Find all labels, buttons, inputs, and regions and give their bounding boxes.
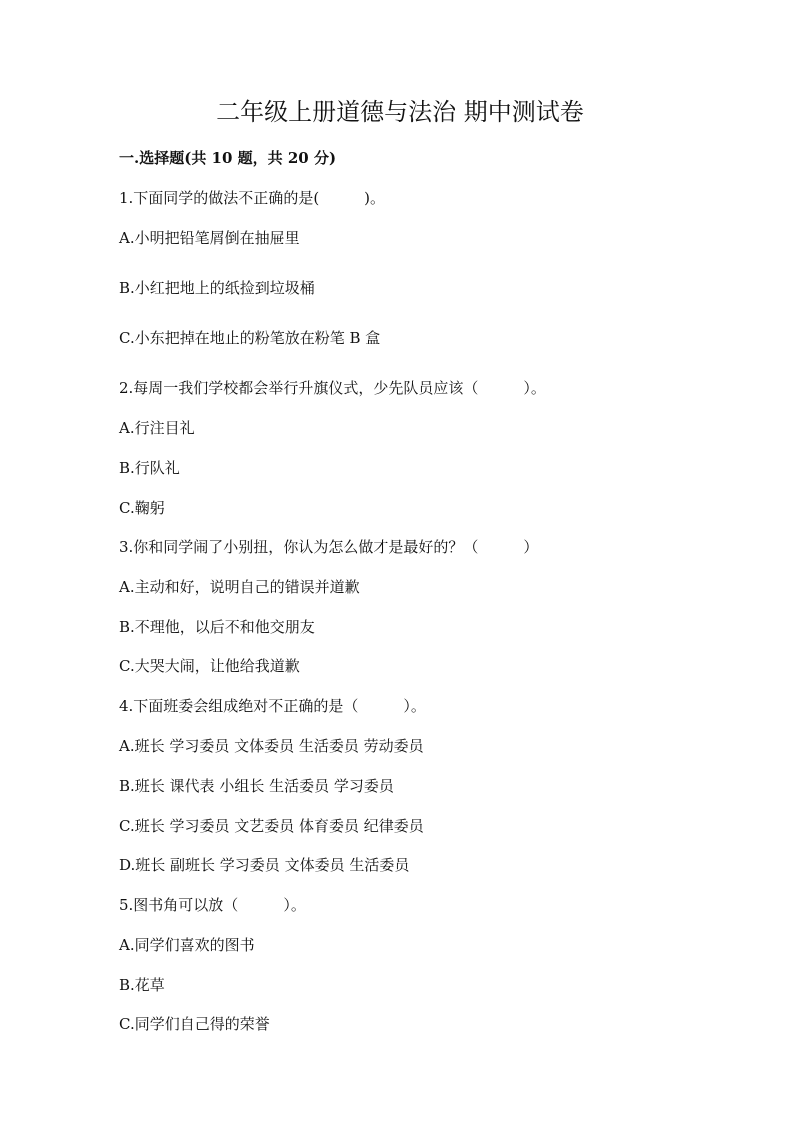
question-1-option-a: A.小明把铅笔屑倒在抽屉里 <box>119 229 300 247</box>
question-2-option-b: B.行队礼 <box>119 459 180 477</box>
question-5-option-a: A.同学们喜欢的图书 <box>119 936 255 954</box>
exam-title: 二年级上册道德与法治 期中测试卷 <box>216 98 584 126</box>
question-5-option-b: B.花草 <box>119 976 165 994</box>
question-2-option-c: C.鞠躬 <box>119 499 165 517</box>
question-2-option-a: A.行注目礼 <box>119 419 195 437</box>
question-3-option-c: C.大哭大闹，让他给我道歉 <box>119 657 300 675</box>
question-3-option-a: A.主动和好，说明自己的错误并道歉 <box>119 578 360 596</box>
question-3-stem: 3.你和同学闹了小别扭，你认为怎么做才是最好的？（ ） <box>119 538 539 556</box>
question-4-option-d: D.班长 副班长 学习委员 文体委员 生活委员 <box>119 856 410 874</box>
section-title: 一.选择题(共 10 题，共 20 分) <box>119 149 337 167</box>
question-5-option-c: C.同学们自己得的荣誉 <box>119 1015 270 1033</box>
question-1-option-b: B.小红把地上的纸捡到垃圾桶 <box>119 279 315 297</box>
question-2-stem: 2.每周一我们学校都会举行升旗仪式，少先队员应该（ ）。 <box>119 379 546 397</box>
question-1-option-c: C.小东把掉在地止的粉笔放在粉笔 B 盒 <box>119 329 381 347</box>
question-3-option-b: B.不理他，以后不和他交朋友 <box>119 618 315 636</box>
question-5-stem: 5.图书角可以放（ ）。 <box>119 896 306 914</box>
question-4-option-c: C.班长 学习委员 文艺委员 体育委员 纪律委员 <box>119 817 424 835</box>
question-1-stem: 1.下面同学的做法不正确的是( )。 <box>119 189 386 207</box>
question-4-option-b: B.班长 课代表 小组长 生活委员 学习委员 <box>119 777 394 795</box>
question-4-stem: 4.下面班委会组成绝对不正确的是（ ）。 <box>119 697 426 715</box>
question-4-option-a: A.班长 学习委员 文体委员 生活委员 劳动委员 <box>119 737 424 755</box>
